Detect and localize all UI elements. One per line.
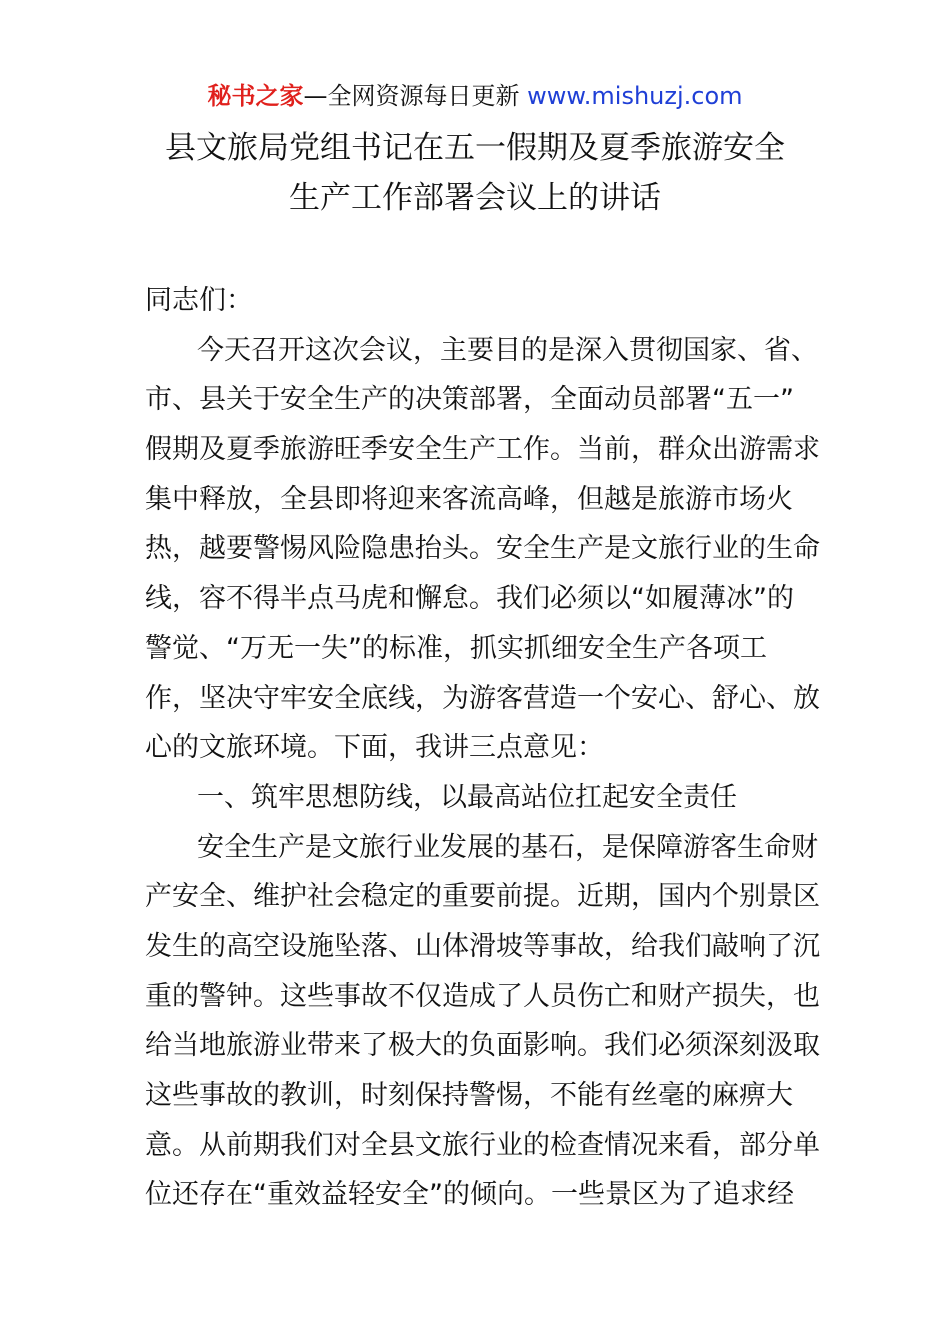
- body-line: 市、县关于安全生产的决策部署，全面动员部署“五一”: [145, 384, 794, 416]
- body-line: 安全生产是文旅行业发展的基石，是保障游客生命财: [197, 831, 818, 863]
- body-line: 这些事故的教训，时刻保持警惕，不能有丝毫的麻痹大: [145, 1080, 793, 1111]
- brand-name: 秘书之家: [207, 82, 304, 110]
- body-line: 意。从前期我们对全县文旅行业的检查情况来看，部分单: [145, 1129, 820, 1161]
- body-line: 给当地旅游业带来了极大的负面影响。我们必须深刻汲取: [145, 1030, 820, 1062]
- body-line: 位还存在“重效益轻安全”的倾向。一些景区为了追求经: [145, 1179, 794, 1211]
- document-title-line-1: 县文旅局党组书记在五一假期及夏季旅游安全: [165, 130, 785, 166]
- body-line: 作，坚决守牢安全底线，为游客营造一个安心、舒心、放: [145, 682, 820, 714]
- document-title-line-2: 生产工作部署会议上的讲话: [289, 180, 661, 216]
- body-line: 热，越要警惕风险隐患抬头。安全生产是文旅行业的生命: [145, 533, 820, 565]
- body-line: 重的警钟。这些事故不仅造成了人员伤亡和财产损失，也: [145, 980, 820, 1012]
- body-line: 线，容不得半点马虎和懈怠。我们必须以“如履薄冰”的: [145, 583, 794, 615]
- section-heading: 一、筑牢思想防线，以最高站位扛起安全责任: [197, 781, 737, 813]
- salutation: 同志们：: [145, 285, 253, 316]
- speech-body: [145, 276, 820, 1220]
- body-line: 集中释放，全县即将迎来客流高峰，但越是旅游市场火: [145, 483, 793, 515]
- site-banner: [0, 80, 950, 112]
- body-line: 发生的高空设施坠落、山体滑坡等事故，给我们敲响了沉: [145, 930, 820, 962]
- body-line: 产安全、维护社会稳定的重要前提。近期，国内个别景区: [145, 881, 820, 913]
- body-line: 警觉、“万无一失”的标准，抓实抓细安全生产各项工: [145, 632, 767, 664]
- body-line: 心的文旅环境。下面，我讲三点意见：: [145, 732, 604, 764]
- site-url-link[interactable]: www.mishuzj.com: [527, 82, 743, 110]
- body-line: 今天召开这次会议，主要目的是深入贯彻国家、省、: [197, 334, 818, 366]
- body-line: 假期及夏季旅游旺季安全生产工作。当前，群众出游需求: [145, 434, 820, 466]
- banner-tagline: —全网资源每日更新: [303, 82, 520, 110]
